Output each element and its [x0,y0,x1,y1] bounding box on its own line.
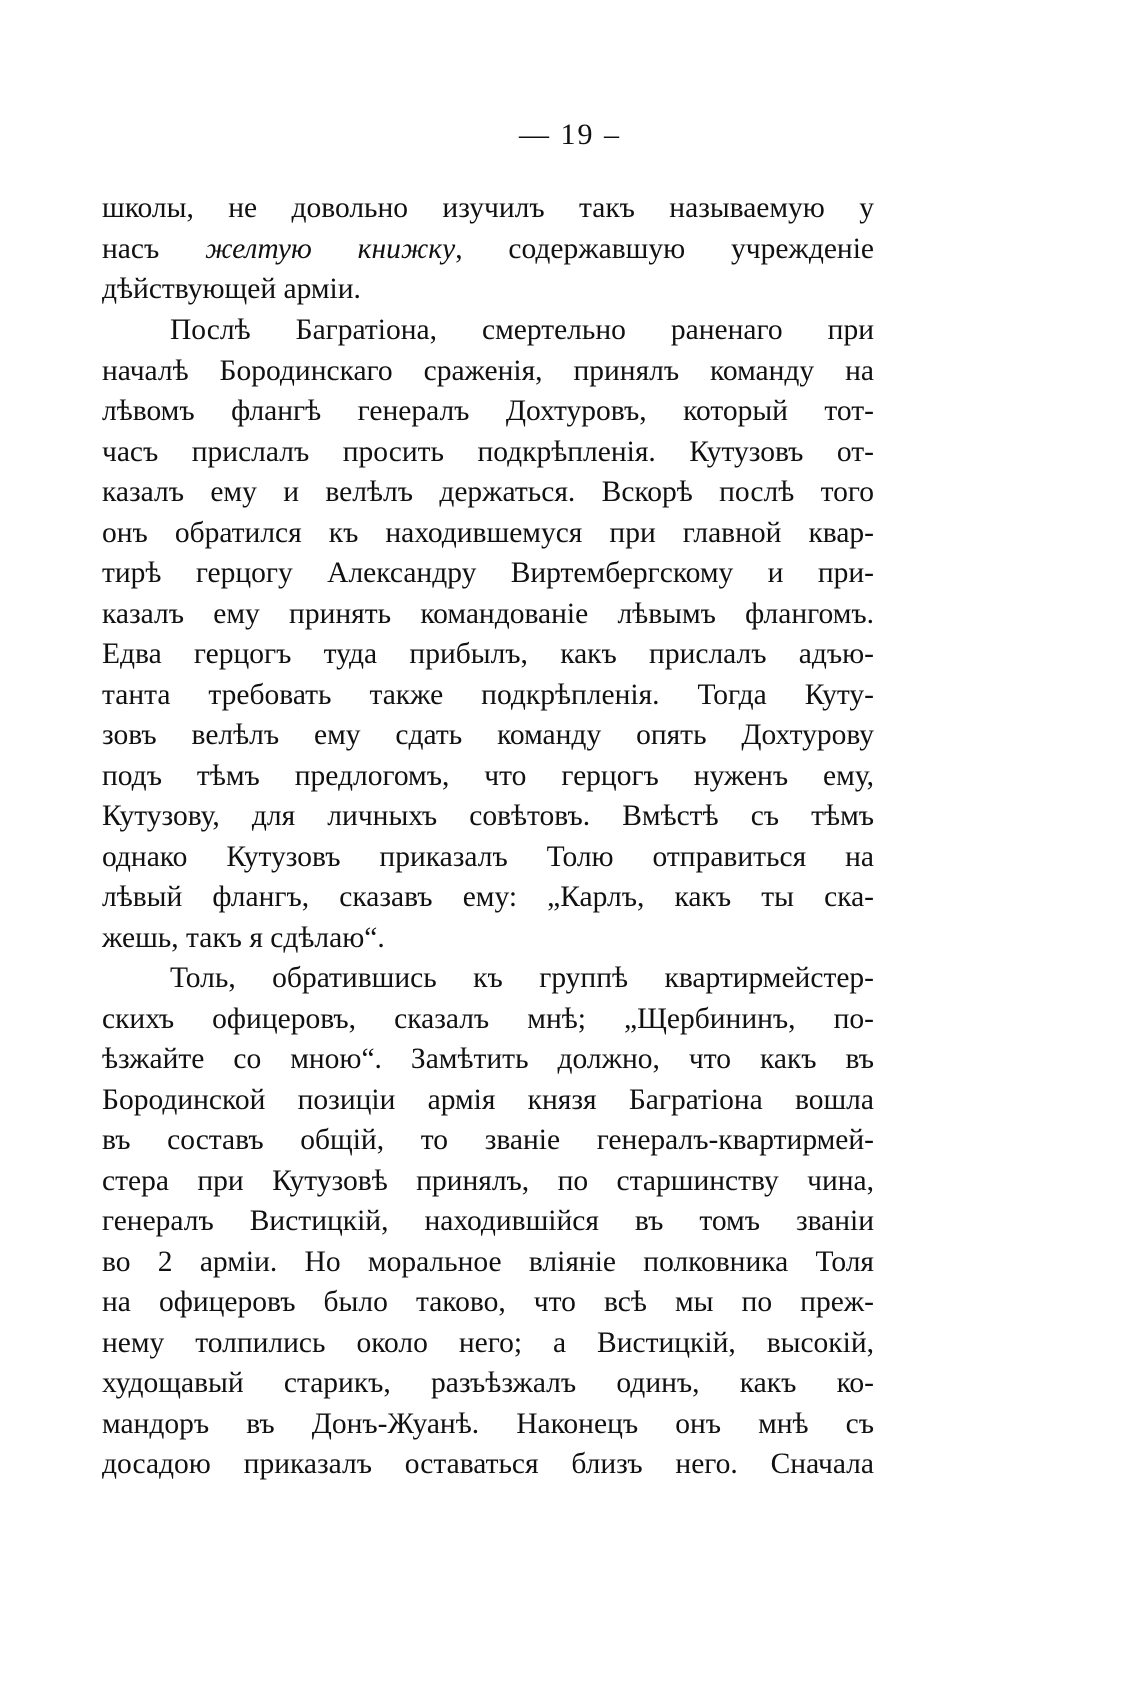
text-fragment: насъ [102,232,206,265]
text-line: лѣвый флангъ, сказавъ ему: „Карлъ, какъ ты ска- [102,881,874,913]
text-line: Послѣ Багратіона, смертельно раненаго при [170,314,874,346]
text-line: жешь, такъ я сдѣлаю“. [102,921,385,954]
text-line: танта требовать также подкрѣпленія. Тогда Куту- [102,678,874,711]
text-line: тирѣ герцогу Александру Виртембергскому и при- [102,557,874,589]
text-line: Толь, обратившись къ группѣ квартирмейстер- [170,962,874,994]
text-line: Кутузову, для личныхъ совѣтовъ. Вмѣстѣ съ тѣмъ [102,800,874,832]
page-number: — 19 – [519,118,621,151]
text-line: нему толпились около него; а Вистицкій, высокій, [102,1326,874,1359]
text-line: мандоръ въ Донъ-Жуанѣ. Наконецъ онъ мнѣ съ [102,1407,874,1440]
text-line: ѣзжайте со мною“. Замѣтить должно, что какъ въ [102,1043,874,1075]
text-line: скихъ офицеровъ, сказалъ мнѣ; „Щербининъ, по- [102,1002,874,1035]
text-line: Едва герцогъ туда прибылъ, какъ прислалъ адъю- [102,638,874,670]
text-line: однако Кутузовъ приказалъ Толю отправиться на [102,840,874,873]
text-line: Бородинской позиціи армія князя Багратіона вошла [102,1083,874,1116]
text-line: во 2 арміи. Но моральное вліяніе полковника Толя [102,1245,874,1278]
text-line: дѣйствующей арміи. [102,273,361,305]
text-line: стера при Кутузовѣ принялъ, по старшинству чина, [102,1164,874,1197]
text-line: лѣвомъ флангѣ генералъ Дохтуровъ, который тот- [102,395,874,427]
text-fragment: , содержавшую учрежденіе [455,232,874,265]
text-line: началѣ Бородинскаго сраженія, принялъ команду на [102,354,874,387]
paragraph-1 [102,188,874,310]
text-line: школы, не довольно изучилъ такъ называемую у [102,192,874,224]
paragraph-3 [102,958,874,1485]
text-line: онъ обратился къ находившемуся при главной квар- [102,516,874,549]
text-line: на офицеровъ было таково, что всѣ мы по преж- [102,1286,874,1318]
text-line: досадою приказалъ оставаться близъ него. Сначала [102,1448,874,1480]
text-line: худощавый старикъ, разъѣзжалъ одинъ, какъ ко- [102,1367,874,1399]
text-line: въ составъ общій, то званіе генералъ-квартирмей- [102,1124,874,1156]
text-line: часъ прислалъ просить подкрѣпленія. Кутузовъ от- [102,435,874,468]
text-line: казалъ ему принять командованіе лѣвымъ флангомъ. [102,597,874,630]
text-line: генералъ Вистицкій, находившійся въ томъ званіи [102,1205,874,1237]
text-line: зовъ велѣлъ ему сдать команду опять Дохтурову [102,719,874,751]
text-line: подъ тѣмъ предлогомъ, что герцогъ нуженъ ему, [102,759,874,792]
italic-title: желтую книжку [205,232,456,265]
paragraph-2 [102,310,874,958]
text-line: казалъ ему и велѣлъ держаться. Вскорѣ послѣ того [102,476,874,508]
text-line [102,229,874,270]
